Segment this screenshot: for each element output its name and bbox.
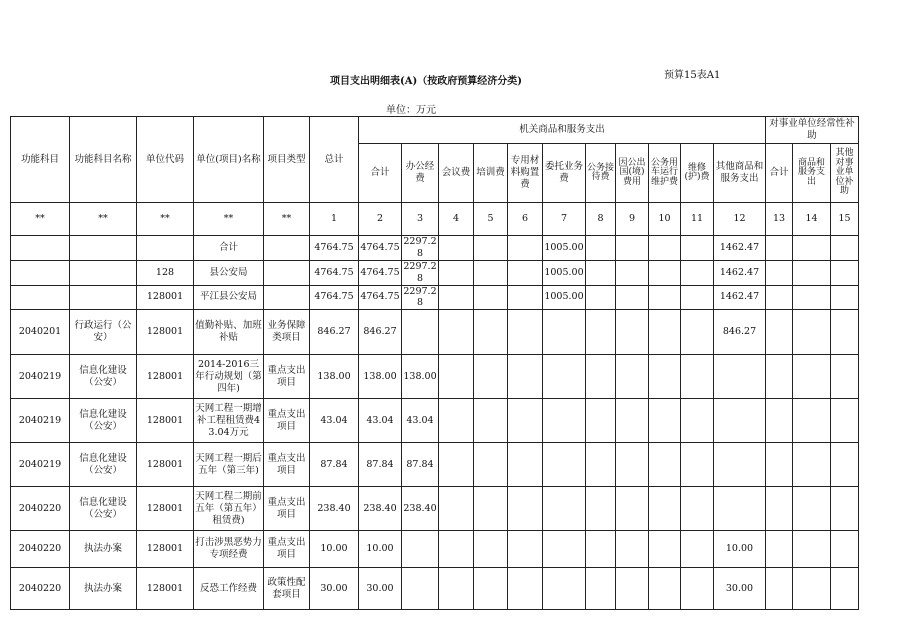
unit-name-cell: 2014-2016三年行动规划（第四年) [194,355,264,399]
summary-row [11,260,859,285]
subtotal-cell: 43.04 [359,399,402,443]
num-cell: 14 [793,203,831,236]
materials-cell [508,310,543,355]
col-materials: 专用材料购置费 [508,144,543,203]
num-cell: ** [194,203,264,236]
travel-cell [616,285,649,310]
func-code-cell: 2040219 [11,355,70,399]
other-goods-cell [714,355,766,399]
func-code-cell: 2040219 [11,443,70,487]
maintenance-cell [681,310,714,355]
materials-cell [508,236,543,261]
unit-code-cell: 128001 [137,399,194,443]
col-training: 培训费 [474,144,508,203]
commission-cell [543,568,586,610]
commission-cell [543,399,586,443]
reception-cell [586,487,616,531]
num-cell: ** [70,203,137,236]
total-cell: 846.27 [310,310,359,355]
summary-row [11,285,859,310]
col-meeting: 会议费 [439,144,474,203]
sub-total-cell [766,568,793,610]
travel-cell [616,487,649,531]
total-cell: 4764.75 [310,285,359,310]
sub-other-cell [831,568,859,610]
sub-other-cell [831,355,859,399]
func-code-cell: 2040220 [11,487,70,531]
num-cell: 13 [766,203,793,236]
func-name-cell: 信息化建设（公安） [70,399,137,443]
commission-cell: 1005.00 [543,285,586,310]
sub-other-cell [831,236,859,261]
office-cell: 2297.28 [403,285,437,309]
vehicle-cell [649,260,681,285]
sub-total-cell [766,487,793,531]
func-name-cell: 信息化建设（公安） [70,443,137,487]
unit-name-cell: 反恐工作经费 [194,568,264,610]
vehicle-cell [649,568,681,610]
table-row [11,531,859,568]
page-title: 项目支出明细表(A)（按政府预算经济分类) [330,76,522,87]
materials-cell [508,487,543,531]
materials-cell [508,399,543,443]
office-cell: 43.04 [402,399,439,443]
col-other-goods: 其他商品和服务支出 [714,144,766,203]
func-name-cell: 信息化建设（公安） [70,487,137,531]
travel-cell [616,568,649,610]
meeting-cell [439,399,474,443]
travel-cell [616,236,649,261]
func-code-cell [11,260,70,285]
col-sub-goods: 商品和服务支出 [793,144,831,203]
total-cell: 87.84 [310,443,359,487]
func-name-cell [70,236,137,261]
num-cell: 1 [310,203,359,236]
training-cell [474,443,508,487]
unit-name-cell: 县公安局 [194,260,264,285]
subtotal-cell: 238.40 [359,487,402,531]
maintenance-cell [681,399,714,443]
func-name-cell: 行政运行（公安） [70,310,137,355]
col-sub-total2: 合计 [766,144,793,203]
total-cell: 30.00 [310,568,359,610]
vehicle-cell [649,236,681,261]
reception-cell [586,355,616,399]
subtotal-cell: 4764.75 [359,260,402,285]
type-cell: 政策性配套项目 [264,568,310,610]
sub-other-cell [831,531,859,568]
sub-total-cell [766,355,793,399]
office-cell: 238.40 [402,487,439,531]
travel-cell [616,399,649,443]
summary-row [11,236,859,261]
type-cell: 重点支出项目 [264,531,310,568]
unit-name-cell: 天网工程一期后五年（第三年) [194,443,264,487]
func-code-cell: 2040201 [11,310,70,355]
subtotal-cell: 846.27 [359,310,402,355]
col-commission: 委托业务费 [543,144,586,203]
sub-goods-cell [793,236,831,261]
subtotal-cell: 138.00 [359,355,402,399]
commission-cell: 1005.00 [543,260,586,285]
unit-name-cell: 合计 [194,236,264,261]
training-cell [474,568,508,610]
header-row-1 [11,117,859,144]
sub-other-cell [831,285,859,310]
sub-total-cell [766,260,793,285]
reception-cell [586,568,616,610]
func-name-cell [70,260,137,285]
sub-total-cell [766,285,793,310]
func-name-cell: 信息化建设（公安） [70,355,137,399]
maintenance-cell [681,285,714,310]
office-cell [402,310,439,355]
unit-name-cell: 天网工程一期增补工程租赁费43.04万元 [194,399,264,443]
num-cell: 6 [508,203,543,236]
vehicle-cell [649,285,681,310]
total-cell: 43.04 [310,399,359,443]
vehicle-cell [649,310,681,355]
other-goods-cell: 1462.47 [714,236,766,261]
col-vehicle: 公务用车运行维护费 [649,144,681,203]
travel-cell [616,443,649,487]
reception-cell [586,399,616,443]
reception-cell [586,443,616,487]
total-cell: 138.00 [310,355,359,399]
maintenance-cell [681,355,714,399]
unit-code-cell: 128001 [137,568,194,610]
type-cell [264,236,310,261]
num-cell: ** [137,203,194,236]
sub-other-cell [831,399,859,443]
reception-cell [586,260,616,285]
col-travel-abroad: 因公出国(境)费用 [616,144,649,203]
commission-cell [543,487,586,531]
unit-name-cell: 平江县公安局 [194,285,264,310]
num-cell: 11 [681,203,714,236]
type-cell: 重点支出项目 [264,487,310,531]
unit-code-cell: 128001 [137,487,194,531]
reception-cell [586,236,616,261]
sub-total-cell [766,531,793,568]
sub-other-cell [831,260,859,285]
func-name-cell: 执法办案 [70,531,137,568]
travel-cell [616,531,649,568]
materials-cell [508,568,543,610]
commission-cell [543,531,586,568]
form-code: 预算15表A1 [664,70,721,81]
col-func-code: 功能科目 [11,117,70,203]
col-reception: 公务接待费 [586,144,616,203]
sub-total-cell [766,236,793,261]
num-cell: 4 [439,203,474,236]
numbering-row [11,203,859,236]
meeting-cell [439,531,474,568]
num-cell: 7 [543,203,586,236]
travel-cell [616,310,649,355]
func-code-cell [11,285,70,310]
training-cell [474,310,508,355]
subtotal-cell: 30.00 [359,568,402,610]
col-unit-name: 单位(项目)名称 [194,117,264,203]
meeting-cell [439,355,474,399]
vehicle-cell [649,355,681,399]
budget-table [10,116,859,610]
type-cell [264,260,310,285]
sub-goods-cell [793,443,831,487]
sub-total-cell [766,443,793,487]
unit-code-cell: 128001 [137,531,194,568]
type-cell [264,285,310,310]
training-cell [474,487,508,531]
other-goods-cell: 846.27 [714,310,766,355]
office-cell: 138.00 [402,355,439,399]
col-office: 办公经费 [402,144,439,203]
unit-code-cell: 128001 [137,443,194,487]
col-func-name: 功能科目名称 [70,117,137,203]
sub-goods-cell [793,355,831,399]
sub-goods-cell [793,487,831,531]
subtotal-cell: 10.00 [359,531,402,568]
training-cell [474,285,508,310]
sub-other-cell [831,487,859,531]
reception-cell [586,285,616,310]
materials-cell [508,285,543,310]
num-cell: 8 [586,203,616,236]
table-row [11,568,859,610]
total-cell: 238.40 [310,487,359,531]
sub-goods-cell [793,399,831,443]
training-cell [474,531,508,568]
type-cell: 重点支出项目 [264,443,310,487]
travel-cell [616,260,649,285]
materials-cell [508,355,543,399]
meeting-cell [439,487,474,531]
num-cell: 2 [359,203,402,236]
maintenance-cell [681,260,714,285]
training-cell [474,399,508,443]
col-subtotal: 合计 [359,144,402,203]
other-goods-cell: 1462.47 [714,285,766,310]
office-cell [402,531,439,568]
vehicle-cell [649,487,681,531]
func-name-cell [70,285,137,310]
office-cell: 2297.28 [403,260,437,284]
total-cell: 4764.75 [310,260,359,285]
unit-code-cell [137,236,194,261]
meeting-cell [439,285,474,310]
num-cell: 5 [474,203,508,236]
unit-code-cell: 128 [137,260,194,285]
training-cell [474,355,508,399]
func-code-cell [11,236,70,261]
func-name-cell: 执法办案 [70,568,137,610]
commission-cell [543,443,586,487]
office-cell: 87.84 [402,443,439,487]
maintenance-cell [681,236,714,261]
commission-cell [543,355,586,399]
sub-goods-cell [793,260,831,285]
reception-cell [586,310,616,355]
func-code-cell: 2040220 [11,568,70,610]
group-goods-services: 机关商品和服务支出 [359,117,766,144]
num-cell: 10 [649,203,681,236]
unit-label: 单位：万元 [386,105,436,116]
materials-cell [508,531,543,568]
total-cell: 10.00 [310,531,359,568]
sub-total-cell [766,399,793,443]
sub-goods-cell [793,310,831,355]
maintenance-cell [681,531,714,568]
maintenance-cell [681,487,714,531]
type-cell: 业务保障类项目 [264,310,310,355]
materials-cell [508,443,543,487]
subtotal-cell: 87.84 [359,443,402,487]
unit-name-cell: 天网工程二期前五年（第五年）租赁费) [194,487,264,531]
training-cell [474,236,508,261]
unit-code-cell: 128001 [137,355,194,399]
commission-cell [543,310,586,355]
group-subsidy: 对事业单位经常性补助 [766,117,859,144]
table-row [11,355,859,399]
unit-name-cell: 值勤补贴、加班补贴 [194,310,264,355]
vehicle-cell [649,531,681,568]
col-project-type: 项目类型 [264,117,310,203]
vehicle-cell [649,443,681,487]
meeting-cell [439,310,474,355]
sub-other-cell [831,443,859,487]
other-goods-cell: 10.00 [714,531,766,568]
num-cell: 15 [831,203,859,236]
reception-cell [586,531,616,568]
func-code-cell: 2040220 [11,531,70,568]
type-cell: 重点支出项目 [264,355,310,399]
num-cell: ** [264,203,310,236]
table-row [11,487,859,531]
func-code-cell: 2040219 [11,399,70,443]
vehicle-cell [649,399,681,443]
col-total: 总计 [310,117,359,203]
num-cell: ** [11,203,70,236]
travel-cell [616,355,649,399]
sub-goods-cell [793,531,831,568]
sub-goods-cell [793,568,831,610]
total-cell: 4764.75 [310,236,359,261]
col-maintenance: 维修(护)费 [681,144,714,203]
sub-goods-cell [793,285,831,310]
other-goods-cell: 1462.47 [714,260,766,285]
col-unit-code: 单位代码 [137,117,194,203]
meeting-cell [439,260,474,285]
table-row [11,443,859,487]
sub-other-cell [831,310,859,355]
unit-code-cell: 128001 [137,310,194,355]
num-cell: 12 [714,203,766,236]
other-goods-cell [714,487,766,531]
other-goods-cell [714,399,766,443]
meeting-cell [439,236,474,261]
office-cell: 2297.28 [403,236,437,259]
subtotal-cell: 4764.75 [359,285,402,310]
col-sub-other: 其他对事业单位补助 [831,144,859,203]
unit-name-cell: 打击涉黑恶势力专项经费 [194,531,264,568]
type-cell: 重点支出项目 [264,399,310,443]
other-goods-cell [714,443,766,487]
maintenance-cell [681,443,714,487]
office-cell [402,568,439,610]
num-cell: 9 [616,203,649,236]
meeting-cell [439,443,474,487]
sub-total-cell [766,310,793,355]
table-row [11,399,859,443]
training-cell [474,260,508,285]
materials-cell [508,260,543,285]
unit-code-cell: 128001 [137,285,194,310]
maintenance-cell [681,568,714,610]
other-goods-cell: 30.00 [714,568,766,610]
table-row [11,310,859,355]
meeting-cell [439,568,474,610]
subtotal-cell: 4764.75 [359,236,402,261]
commission-cell: 1005.00 [543,236,586,261]
num-cell: 3 [402,203,439,236]
